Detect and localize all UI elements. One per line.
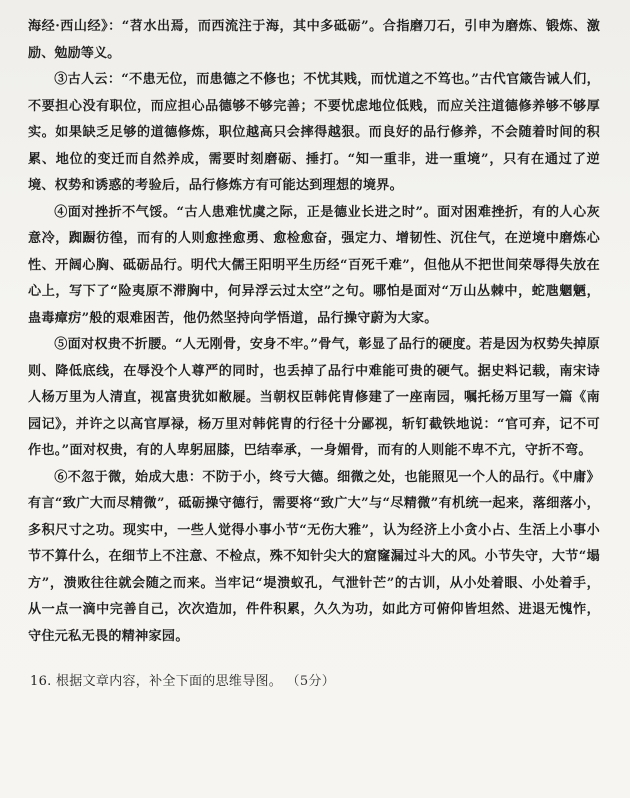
paragraph-3: ③古人云：“不患无位，而患德之不修也；不忧其贱，而忧道之不笃也。”古代官箴告诫人们，不要担心没有职位，而应担心品德够不够完善；不要忧虑地位低贱，而应关注道德修养够不够厚实。如果缺乏足够的道德修炼，职位越高只会摔得越狠。而良好的品行修养，不会随着时间的积累、地位的变迁而自然养成，需要时刻磨砺、捶打。“知一重非，进一重境”，只有在通过了逆境、权势和诱惑的考验后，品行修炼方有可能达到理想的境界。 xyxy=(28,72,600,193)
question-text: 16. 根据文章内容，补全下面的思维导图。 xyxy=(30,674,283,689)
question-score: （5分） xyxy=(286,674,336,689)
question-16 xyxy=(30,672,335,692)
paragraph-4: ④面对挫折不气馁。“古人患难忧虞之际，正是德业长进之时”。面对困难挫折，有的人心灰意冷，踟蹰彷徨，而有的人则愈挫愈勇、愈检愈奋，强定力、增韧性、沉住气，在逆境中磨炼心性、开阔心胸、砥砺品行。明代大儒王阳明平生历经“百死千难”，但他从不把世间荣辱得失放在心上，写下了“险夷原不滞胸中，何异浮云过太空”之句。哪怕是面对“万山丛棘中，蛇虺魍魉，蛊毒瘴疠”般的艰难困苦，他仍然坚持向学悟道，品行操守蔚为大家。 xyxy=(28,204,600,326)
paragraph-6: ⑥不忽于微，始成大患：不防于小，终亏大德。细微之处，也能照见一个人的品行。《中庸》有言“致广大而尽精微”，砥砺操守德行，需要将“致广大”与“尽精微”有机统一起来，落细落小，多积尺寸之功。现实中，一些人觉得小事小节“无伤大雅”，认为经济上小贪小占、生活上小事小节不算什么，在细节上不注意、不检点，殊不知针尖大的窟窿漏过斗大的风。小节失守，大节“塌方”，溃败往往就会随之而来。当牢记“堤溃蚁孔，气泄针芒”的古训，从小处着眼、小处着手，从一点一滴中完善自己，次次造加，件件积累，久久为功，如此方可俯仰皆坦然、进退无愧怍，守住元私无畏的精神家园。 xyxy=(28,469,600,644)
paragraph-continued: 海经·西山经》：“苕水出焉，而西流注于海，其中多砥砺”。合指磨刀石，引申为磨炼、锻炼、激励、勉励等义。 xyxy=(28,19,600,61)
article-body xyxy=(28,14,600,650)
paragraph-5: ⑤面对权贵不折腰。“人无刚骨，安身不牢。”骨气，彰显了品行的硬度。若是因为权势失掉原则、降低底线，在辱没个人尊严的同时，也丢掉了品行中难能可贵的硬气。据史料记载，南宋诗人杨万里为人清直，视富贵犹如敝屣。当朝权臣韩侂胄修建了一座南园，嘱托杨万里写一篇《南园记》，并许之以高官厚禄，杨万里对韩侂胄的行径十分鄙视，斩钉截铁地说：“官可弃，记不可作也。”面对权贵，有的人卑躬屈膝，巴结奉承，一身媚骨，而有的人则能不卑不亢，守折不弯。 xyxy=(28,337,600,458)
